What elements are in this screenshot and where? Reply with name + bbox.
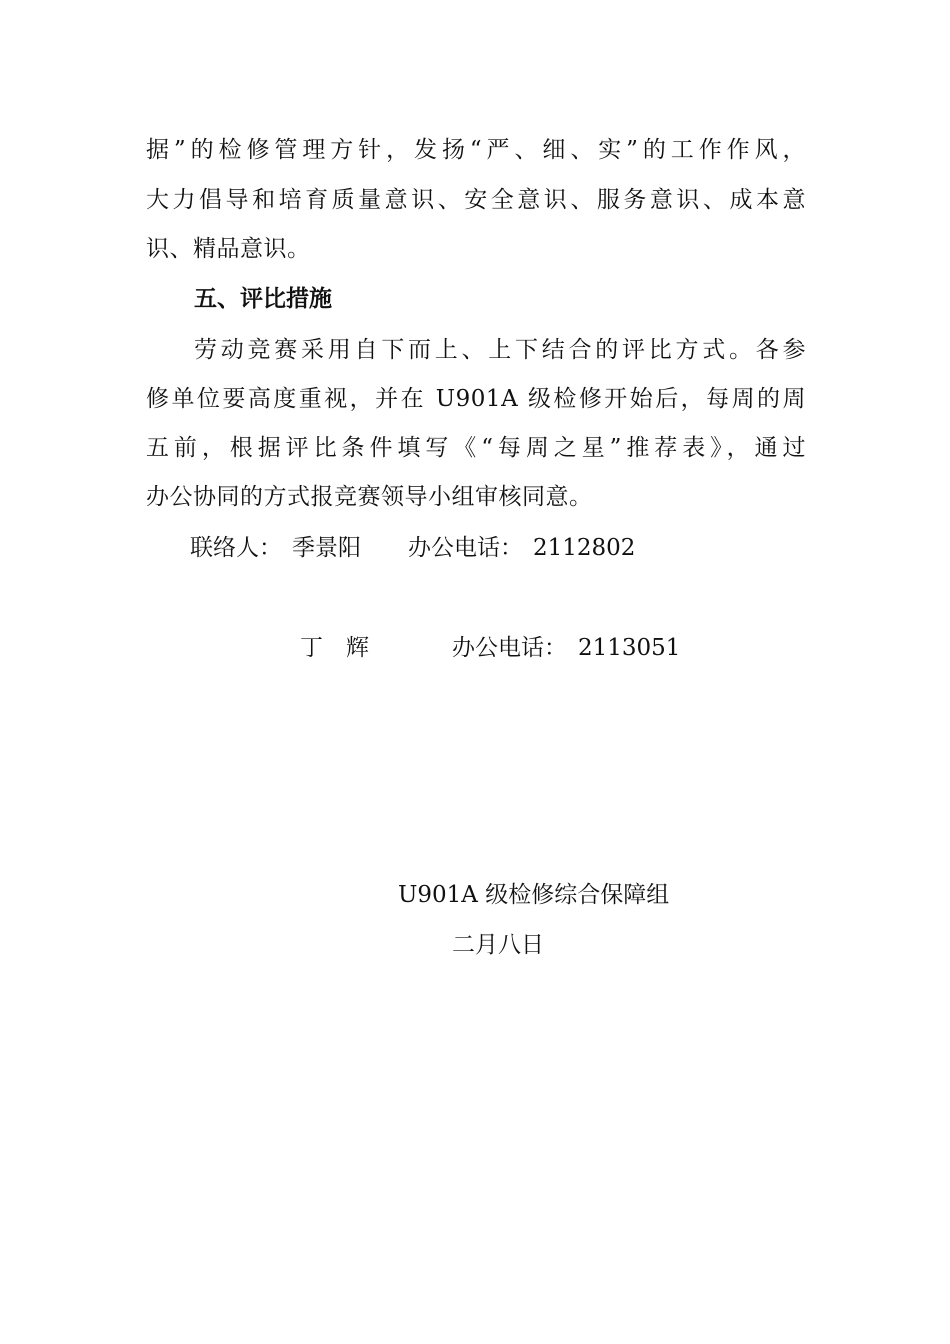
paragraph2-line-3: 五前，根据评比条件填写《“每周之星”推荐表》，通过 (146, 435, 806, 461)
paragraph2-line-4: 办公协同的方式报竞赛领导小组审核同意。 (146, 484, 593, 510)
contact-person2-name: 丁 辉 (300, 635, 369, 661)
contact-person1-name: 季景阳 (292, 535, 361, 561)
paragraph1-line-1: 据”的检修管理方针，发扬“严、细、实”的工作作风， (146, 137, 806, 163)
signature-date: 二月八日 (452, 932, 544, 958)
paragraph2-line-1: 劳动竞赛采用自下而上、上下结合的评比方式。各参 (194, 337, 806, 363)
paragraph1-line-2: 大力倡导和培育质量意识、安全意识、服务意识、成本意 (146, 187, 806, 213)
contact-person1-phone: 2112802 (533, 535, 636, 561)
contact-person2-phone: 2113051 (578, 635, 681, 661)
contact-person2-phone-label: 办公电话： (452, 635, 567, 661)
signature-organization: U901A 级检修综合保障组 (398, 882, 670, 908)
paragraph2-line-2: 修单位要高度重视，并在 U901A 级检修开始后，每周的周 (146, 386, 806, 412)
paragraph1-line-3: 识、精品意识。 (146, 236, 311, 262)
section-heading-evaluation-measures: 五、评比措施 (194, 286, 332, 312)
contact-label: 联络人： (190, 535, 282, 561)
contact-person1-phone-label: 办公电话： (408, 535, 523, 561)
